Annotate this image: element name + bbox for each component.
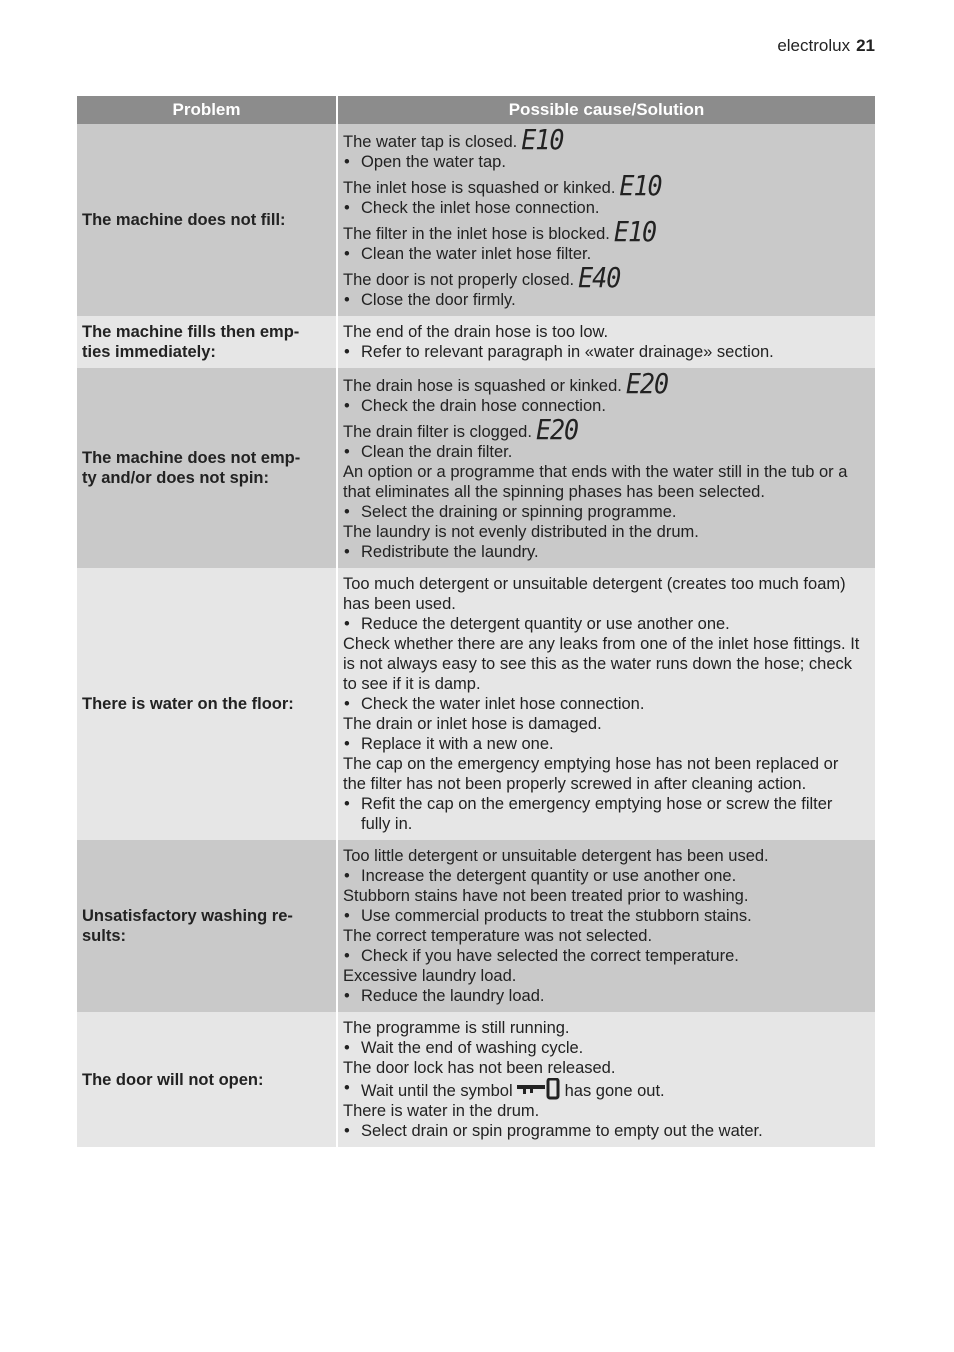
action-item: • Open the water tap. [343,152,865,172]
problem-text-line: The machine does not emp- [82,449,301,467]
problem-text-line: There is water on the floor: [82,695,294,713]
error-code: E10 [521,123,564,156]
page-header [777,36,875,56]
solution-cell [337,124,875,316]
action-item: • Wait until the symbol has gone out. [343,1078,865,1101]
error-code: E10 [619,169,662,202]
page-number: 21 [856,36,875,55]
action-item: • Refit the cap on the emergency emptying hose or screw the filter fully in. [343,794,865,834]
cause-text: There is water in the drum. [343,1102,540,1120]
table-row [77,316,875,368]
action-item: • Clean the water inlet hose filter. [343,244,865,264]
problem-text-line: ty and/or does not spin: [82,469,270,487]
door-lock-symbol-icon [517,1078,561,1100]
table-row [77,568,875,840]
table-header-row [77,96,875,124]
error-code: E10 [613,215,657,248]
error-code: E20 [625,367,668,400]
table-row [77,1012,875,1147]
solution-cell [337,840,875,1012]
action-item: • Use commercial products to treat the stubborn stains. [343,906,865,926]
cause-text: The inlet hose is squashed or kinked. E10 [343,169,662,202]
action-item: • Check if you have selected the correct temperature. [343,946,865,966]
problem-cell [77,124,337,316]
table-row [77,124,875,316]
cause-text: Excessive laundry load. [343,967,517,985]
action-item: • Reduce the laundry load. [343,986,865,1006]
error-code: E40 [578,261,621,294]
problem-cell [77,568,337,840]
problem-cell [77,840,337,1012]
cause-text: Too much detergent or unsuitable detergent (creates too much foam) has been used. [343,575,846,613]
cause-text: The drain or inlet hose is damaged. [343,715,602,733]
column-header-solution: Possible cause/Solution [337,96,875,124]
problem-text-line: The door will not open: [82,1070,264,1089]
action-item: • Close the door firmly. [343,290,865,310]
cause-text: Too little detergent or unsuitable detergent has been used. [343,847,769,865]
cause-text: The water tap is closed. E10 [343,123,564,156]
action-item: • Redistribute the laundry. [343,542,865,562]
problem-text-line: The machine fills then emp- [82,323,300,341]
cause-text: Check whether there are any leaks from one of the inlet hose fittings. It is not always easy to see this as the water runs down the hose; check to see if it is damp. [343,635,860,693]
cause-text: The door lock has not been released. [343,1059,616,1077]
solution-cell [337,368,875,568]
cause-text: The laundry is not evenly distributed in the drum. [343,523,699,541]
cause-text: The correct temperature was not selected. [343,927,653,945]
problem-cell [77,316,337,368]
cause-text: The door is not properly closed. E40 [343,261,621,294]
cause-text: The cap on the emergency emptying hose has not been replaced or the filter has not been properly screwed in after cleaning action. [343,755,839,793]
action-item: • Clean the drain filter. [343,442,865,462]
action-item: • Select the draining or spinning programme. [343,502,865,522]
solution-cell [337,1012,875,1147]
action-item: • Reduce the detergent quantity or use another one. [343,614,865,634]
table-row [77,840,875,1012]
brand-name: electrolux [777,36,851,55]
troubleshooting-table [77,96,875,1147]
cause-text: The drain hose is squashed or kinked. E20 [343,367,668,400]
cause-text: The drain filter is clogged. E20 [343,413,579,446]
cause-text: An option or a programme that ends with the water still in the tub or a that eliminates all the spinning phases has been selected. [343,463,848,501]
column-header-problem: Problem [77,96,337,124]
problem-cell [77,1012,337,1147]
action-item: • Check the water inlet hose connection. [343,694,865,714]
action-item: • Check the inlet hose connection. [343,198,865,218]
problem-text: The machine does not fill: [82,211,286,229]
action-item: • Check the drain hose connection. [343,396,865,416]
table-row [77,368,875,568]
action-item: • Refer to relevant paragraph in «water drainage» section. [343,342,865,362]
solution-cell [337,316,875,368]
problem-text-line: sults: [82,927,127,945]
cause-text: The end of the drain hose is too low. [343,323,609,341]
action-item: • Replace it with a new one. [343,734,865,754]
problem-cell [77,368,337,568]
action-item: • Increase the detergent quantity or use another one. [343,866,865,886]
error-code: E20 [535,413,579,446]
problem-text-line: ties immediately: [82,343,216,361]
solution-cell [337,568,875,840]
cause-text: The filter in the inlet hose is blocked. E10 [343,215,657,248]
cause-text: Stubborn stains have not been treated prior to washing. [343,887,749,905]
problem-text-line: Unsatisfactory washing re- [82,907,293,925]
cause-text: The programme is still running. [343,1019,570,1037]
action-item: • Select drain or spin programme to empty out the water. [343,1121,865,1141]
action-item: • Wait the end of washing cycle. [343,1038,865,1058]
